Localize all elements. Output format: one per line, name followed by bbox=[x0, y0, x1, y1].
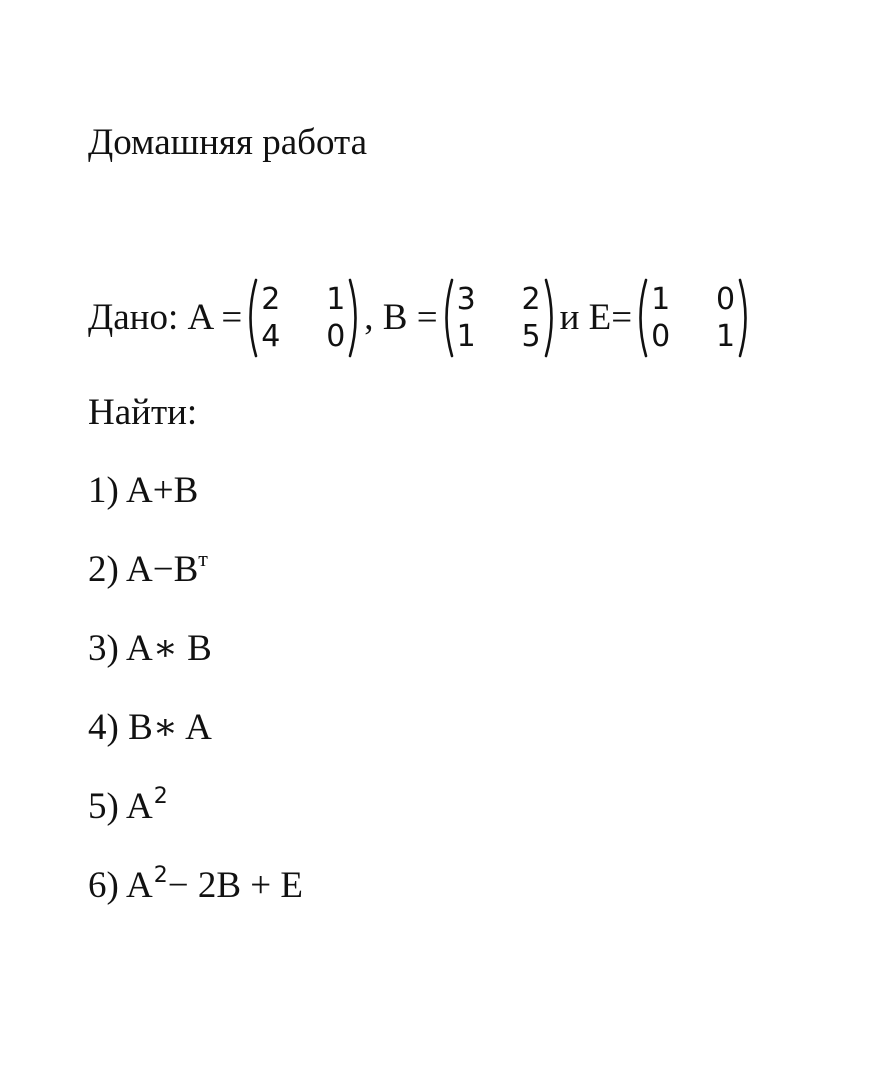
task-3 bbox=[88, 624, 212, 674]
matrix-a-cell: 1 bbox=[326, 282, 346, 317]
right-paren-icon bbox=[738, 278, 752, 358]
separator-b: , B = bbox=[364, 297, 438, 338]
left-paren-icon bbox=[440, 278, 454, 358]
given-line bbox=[88, 275, 754, 361]
square-superscript: 2 bbox=[153, 784, 168, 809]
matrix-b-cell: 1 bbox=[456, 319, 476, 354]
matrix-e-cell: 1 bbox=[651, 282, 671, 317]
matrix-b-cell: 3 bbox=[456, 282, 476, 317]
task-6 bbox=[88, 861, 303, 916]
matrix-a-cell: 0 bbox=[326, 319, 346, 354]
task-5 bbox=[88, 782, 168, 837]
matrix-e-cell: 0 bbox=[716, 282, 736, 317]
left-paren-icon bbox=[244, 278, 258, 358]
separator-e: и E= bbox=[559, 297, 633, 338]
task-3-text: 3) A∗ B bbox=[88, 628, 212, 669]
task-2-text: 2) A−B bbox=[88, 549, 199, 590]
task-6-prefix: 6) A bbox=[88, 865, 153, 906]
task-4 bbox=[88, 703, 212, 753]
transpose-superscript: т bbox=[198, 546, 208, 571]
matrix-b-cell: 5 bbox=[521, 319, 541, 354]
right-paren-icon bbox=[348, 278, 362, 358]
task-4-text: 4) B∗ A bbox=[88, 707, 212, 748]
matrix-e-cell: 1 bbox=[716, 319, 736, 354]
task-6-suffix: − 2B + E bbox=[167, 865, 304, 906]
left-paren-icon bbox=[634, 278, 648, 358]
matrix-e-cell: 0 bbox=[651, 319, 671, 354]
task-2 bbox=[88, 545, 208, 599]
matrix-a-cell: 2 bbox=[261, 282, 281, 317]
matrix-b bbox=[440, 277, 558, 359]
square-superscript: 2 bbox=[153, 863, 168, 888]
matrix-a bbox=[244, 277, 362, 359]
given-label: Дано: A = bbox=[88, 297, 243, 338]
matrix-b-cell: 2 bbox=[521, 282, 541, 317]
task-1 bbox=[88, 466, 198, 516]
task-5-text: 5) A bbox=[88, 786, 153, 827]
matrix-a-cell: 4 bbox=[261, 319, 281, 354]
matrix-e bbox=[634, 277, 752, 359]
right-paren-icon bbox=[544, 278, 558, 358]
page-title: Домашняя работа bbox=[88, 122, 367, 163]
find-label: Найти: bbox=[88, 392, 198, 433]
task-1-text: 1) A+B bbox=[88, 470, 199, 511]
